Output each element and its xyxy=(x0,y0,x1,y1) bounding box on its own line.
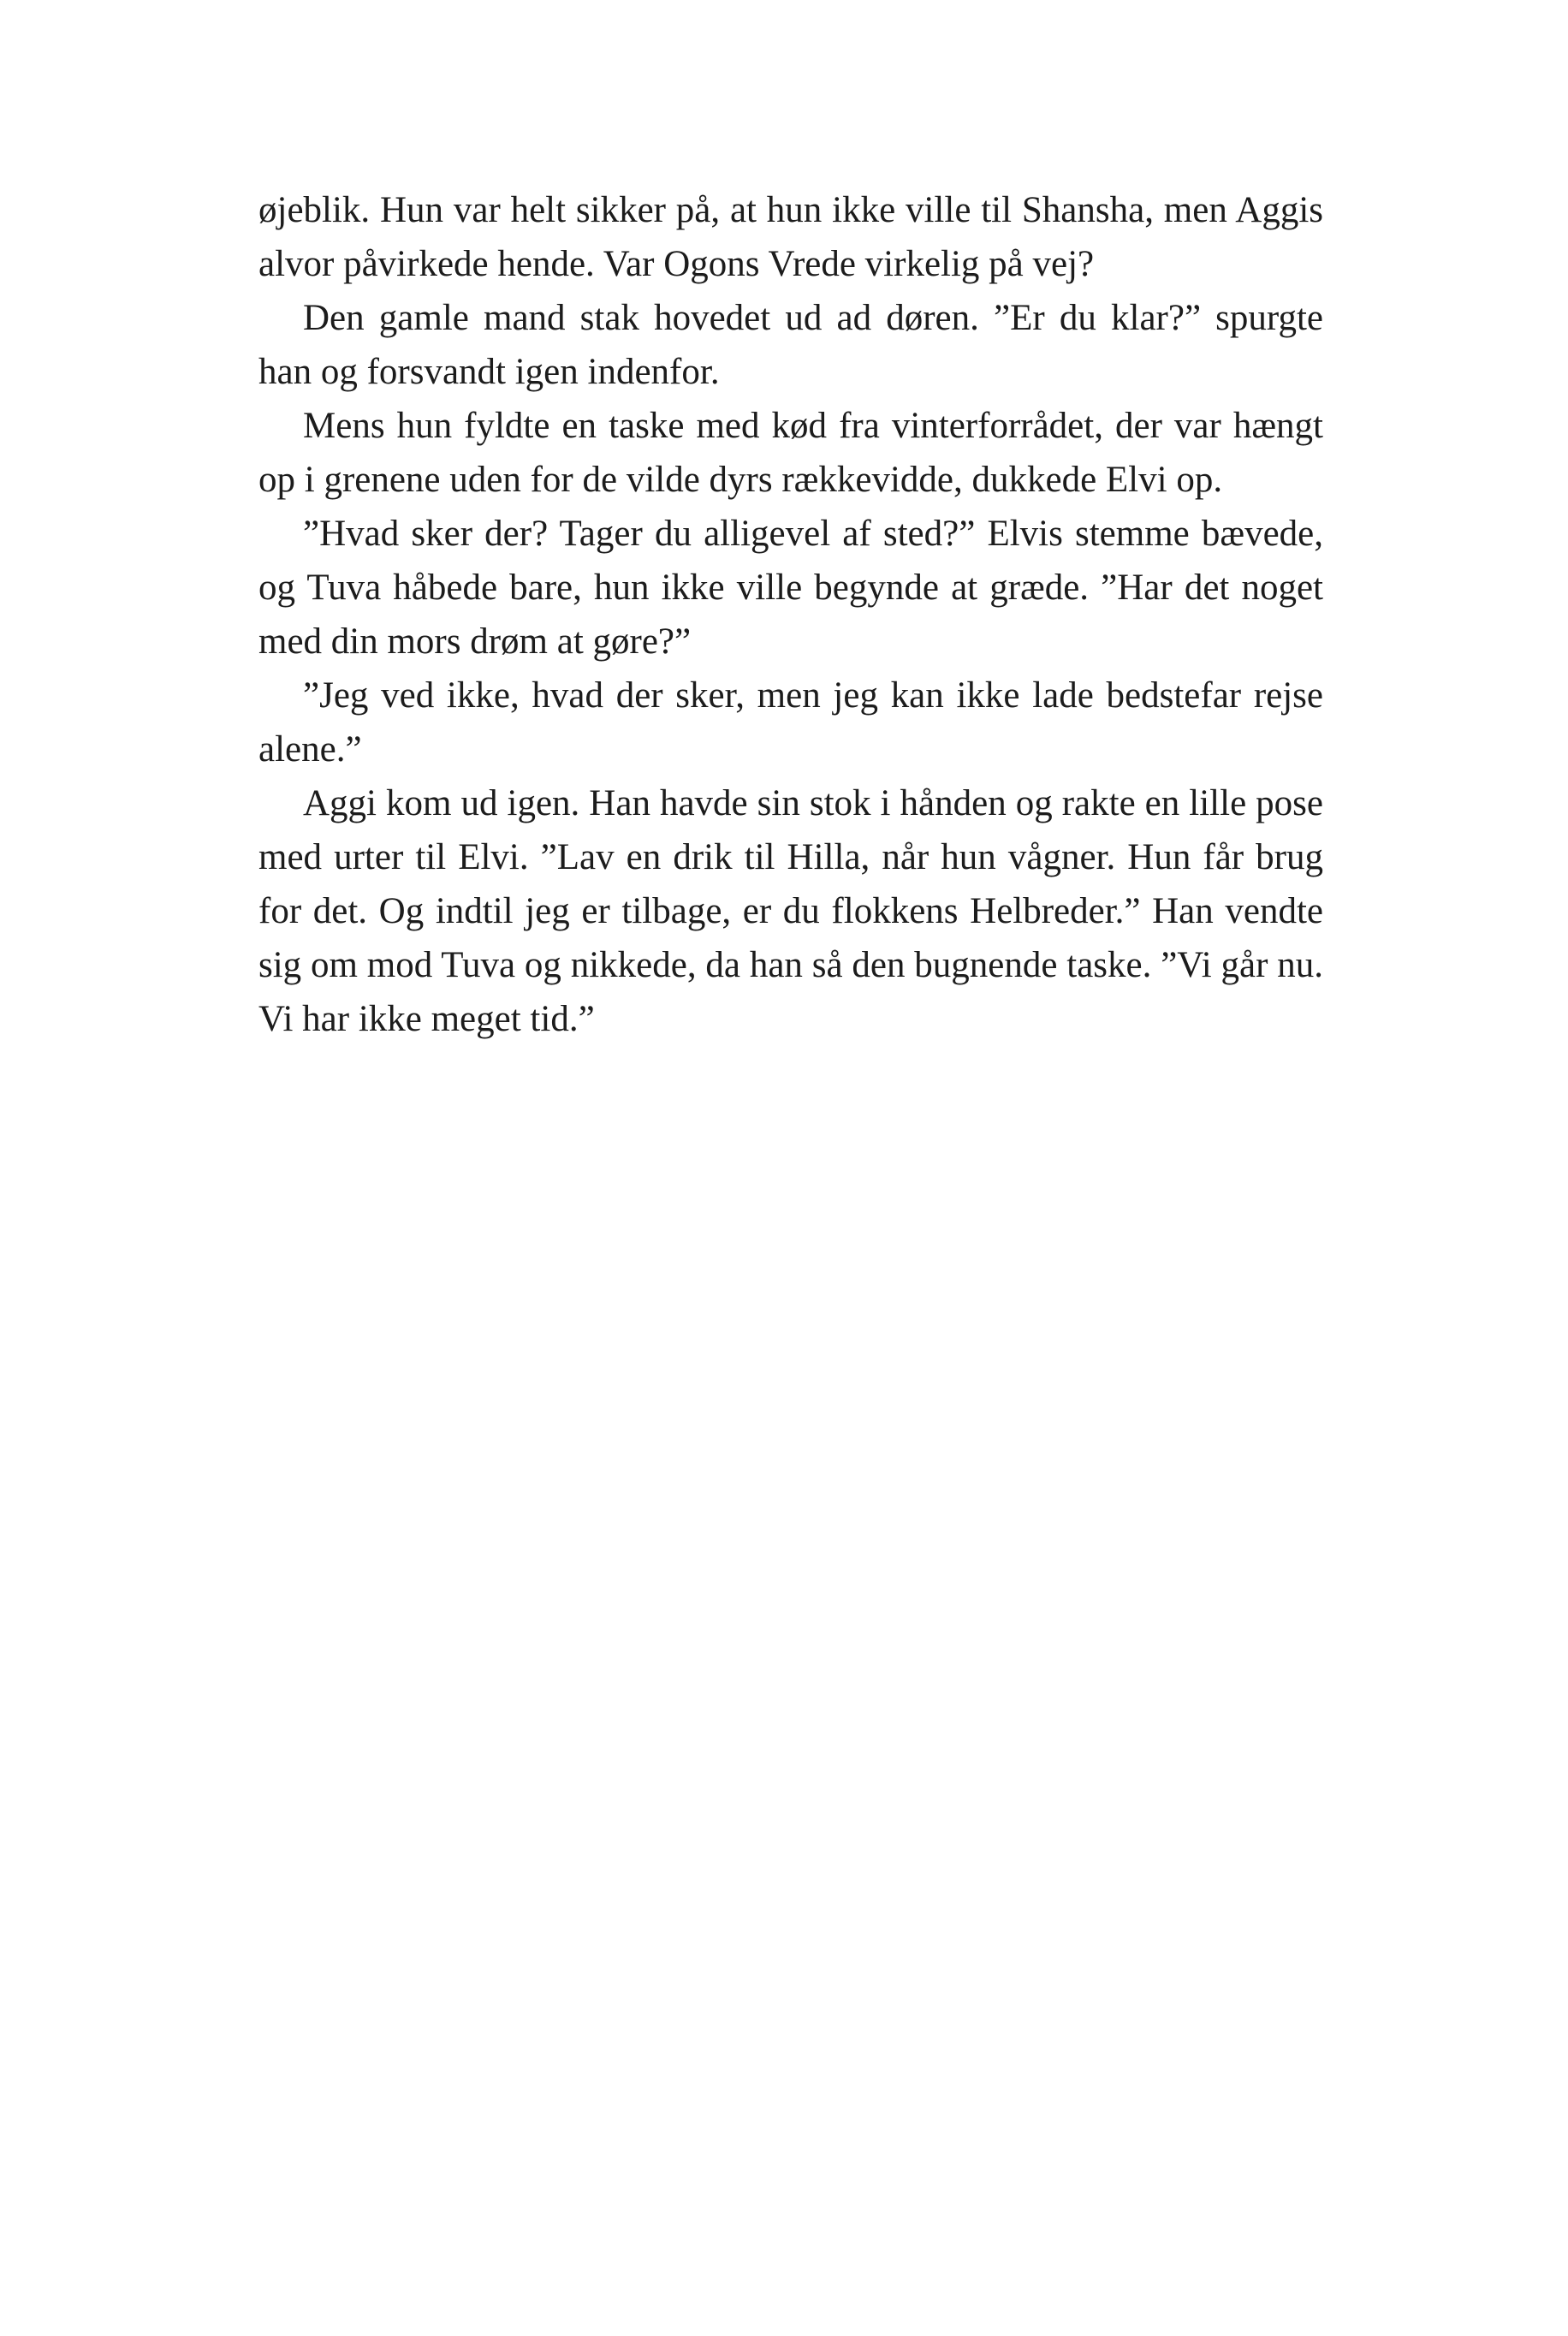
paragraph: ”Hvad sker der? Tager du alligevel af sted?” Elvis stemme bævede, og Tuva håbede bare, hun ikke ville begynde at græde. ”Har det noget med din mors drøm at gøre?” xyxy=(258,514,1323,662)
paragraph: ”Jeg ved ikke, hvad der sker, men jeg kan ikke lade bedstefar rejse alene.” xyxy=(258,675,1323,770)
paragraph: Mens hun fyldte en taske med kød fra vinterforrådet, der var hængt op i grenene uden for de vilde dyrs rækkevidde, dukkede Elvi op. xyxy=(258,406,1323,500)
body-text xyxy=(258,183,1323,1046)
paragraph: øjeblik. Hun var helt sikker på, at hun ikke ville til Shansha, men Aggis alvor påvirkede hende. Var Ogons Vrede virkelig på vej? xyxy=(258,190,1323,284)
paragraph: Aggi kom ud igen. Han havde sin stok i hånden og rakte en lille pose med urter til Elvi. ”Lav en drik til Hilla, når hun vågner. Hun får brug for det. Og indtil jeg er tilbage, er du flokkens Helbreder.” Han vendte sig om mod Tuva og nikkede, da han så den bugnende taske. ”Vi går nu. Vi har ikke meget tid.” xyxy=(258,783,1323,1039)
paragraph: Den gamle mand stak hovedet ud ad døren. ”Er du klar?” spurgte han og forsvandt igen indenfor. xyxy=(258,298,1323,392)
